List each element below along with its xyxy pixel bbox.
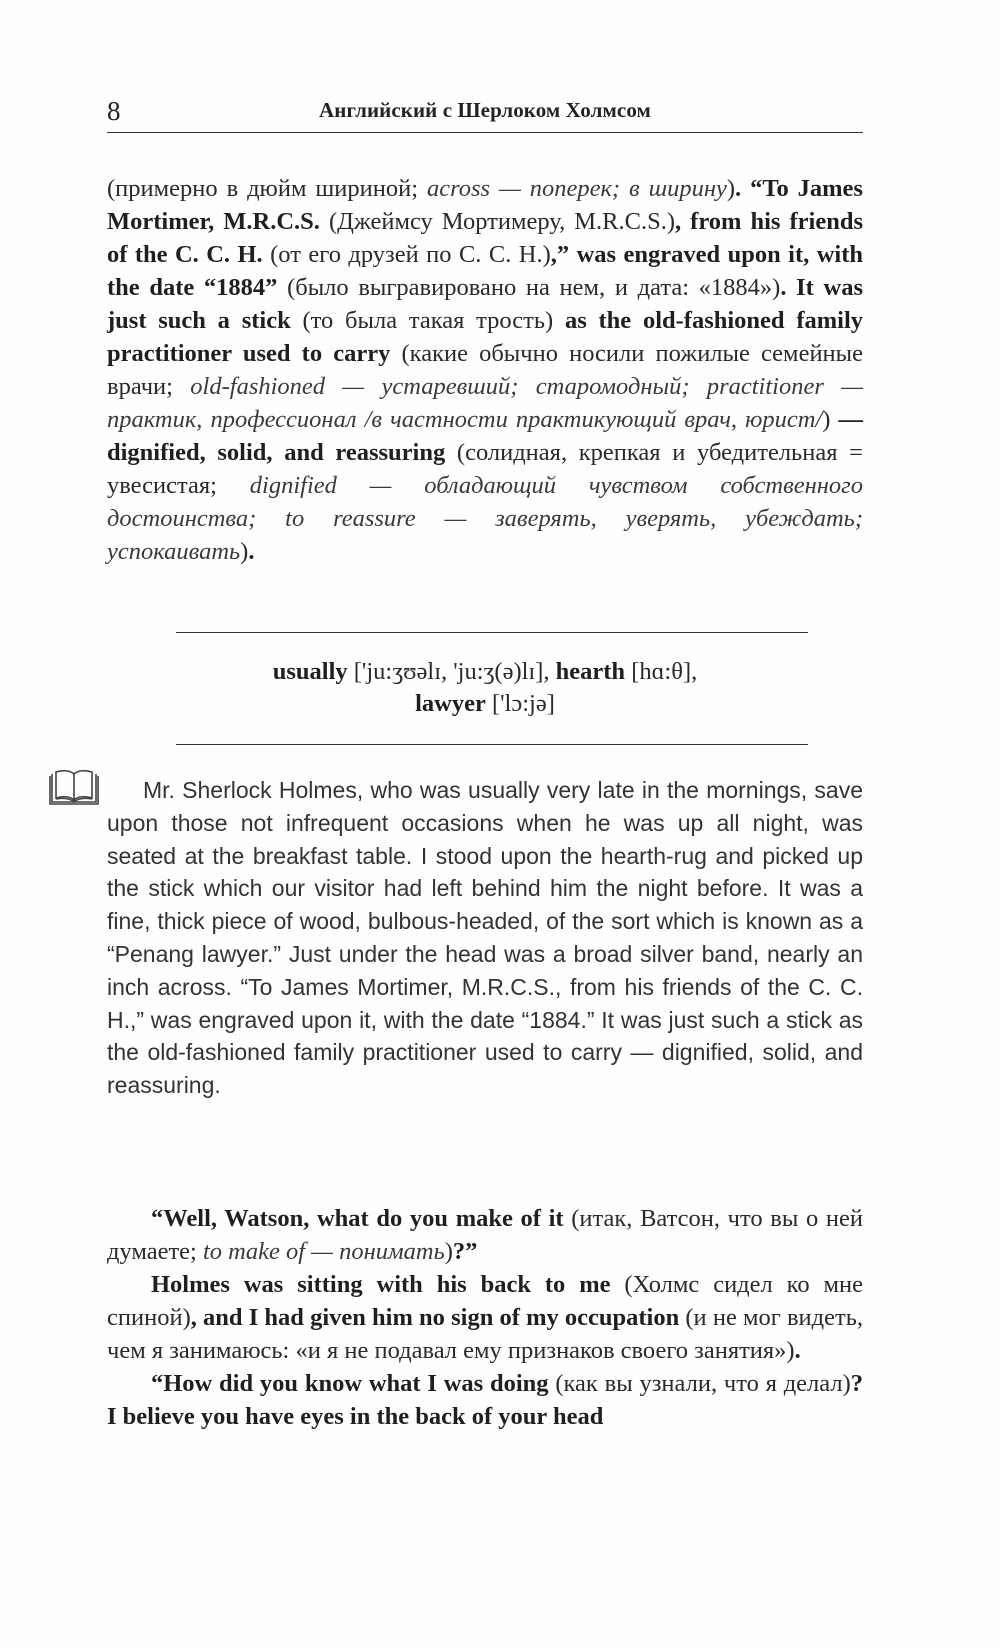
text-run-normal: (итак, Ватсон, что вы о ней думаете; xyxy=(107,1205,863,1265)
text-run-bold: . “To James Mortimer, M.R.C.S. xyxy=(107,175,863,235)
text-run-bold: hearth xyxy=(555,658,626,685)
text-run-normal: (от его друзей по С. С. Н.) xyxy=(262,241,551,268)
text-run-normal: (солидная, крепкая и убедительная = увесистая; xyxy=(107,439,863,499)
text-run-italic: across — поперек; в ширину xyxy=(426,175,727,202)
text-run-bold: ? I believe you have eyes in the back of your head xyxy=(107,1370,863,1430)
text-run-bold: ?” xyxy=(452,1238,478,1265)
text-run-bold: — dignified, solid, and reassuring xyxy=(107,406,863,466)
text-run-bold: usually xyxy=(272,658,348,685)
pronunciation-box xyxy=(107,656,863,720)
annotated-paragraph xyxy=(107,1268,863,1367)
text-run-bold: , and I had given him no sign of my occupation xyxy=(190,1304,680,1331)
original-english-text xyxy=(107,774,863,1102)
text-run-normal: ) xyxy=(444,1238,453,1265)
annotated-paragraph-1 xyxy=(107,172,863,568)
text-run-bold: “How did you know what I was doing xyxy=(151,1370,549,1397)
text-run-normal: (примерно в дюйм шириной; xyxy=(107,175,427,202)
annotated-paragraph xyxy=(107,1202,863,1268)
text-run-bold: . xyxy=(248,538,255,565)
annotated-paragraphs-2 xyxy=(107,1202,863,1433)
pronunciation-bottom-divider xyxy=(176,744,808,745)
text-run-normal: (как вы узнали, что я делал) xyxy=(548,1370,851,1397)
text-run-normal: (Джеймсу Мортимеру, M.R.C.S.) xyxy=(319,208,675,235)
text-run-normal: (и не мог видеть, чем я занимаюсь: «и я не подавал ему признаков своего занятия») xyxy=(107,1304,863,1364)
open-book-icon xyxy=(46,768,102,808)
original-paragraph: Mr. Sherlock Holmes, who was usually very late in the mornings, save upon those not infrequent occasions when he was up all night, was seated at the breakfast table. I stood upon the hearth-rug and picked up the stick which our visitor had left behind him the night before. It was a fine, thick piece of wood, bulbous-headed, of the sort which is known as a “Penang lawyer.” Just under the head was a broad silver band, nearly an inch across. “To James Mortimer, M.R.C.S., from his friends of the C. C. H.,” was engraved upon it, with the date “1884.” It was just such a stick as the old-fashioned family practitioner used to carry — dignified, solid, and reassuring. xyxy=(107,777,863,1099)
text-run-bold: “Well, Watson, what do you make of it xyxy=(151,1205,564,1232)
running-head xyxy=(107,96,863,132)
text-run-normal: (какие обычно носили пожилые семейные врачи; xyxy=(107,340,863,400)
text-run-italic: old-fashioned — устаревший; старомодный; practitioner — практик, профессионал /в частности практикующий врач, юрист/ xyxy=(107,373,864,433)
text-run-normal: [hɑ:θ], xyxy=(625,658,698,685)
text-run-normal: ['ju:ʒʊəlɪ, 'ju:ʒ(ə)lɪ], xyxy=(347,658,556,685)
text-run-italic: dignified — обладающий чувством собственного достоинства; to reassure — заверять, уверять, убеждать; успокаивать xyxy=(107,472,863,565)
text-run-normal: ['lɔ:jə] xyxy=(485,690,555,717)
running-title: Английский с Шерлоком Холмсом xyxy=(319,98,651,122)
header-divider xyxy=(107,132,863,133)
text-run-normal: (было выгравировано на нем, и дата: «1884») xyxy=(277,274,781,301)
text-run-bold: Holmes was sitting with his back to me xyxy=(151,1271,611,1298)
annotated-paragraph xyxy=(107,172,863,568)
text-run-normal: ) xyxy=(822,406,839,433)
text-run-bold: as the old-fashioned family practitioner used to carry xyxy=(107,307,863,367)
text-run-bold: lawyer xyxy=(415,690,486,717)
text-run-bold: . xyxy=(794,1337,801,1364)
text-run-bold: , from his friends of the C. C. H. xyxy=(107,208,863,268)
text-run-italic: to make of — понимать xyxy=(203,1238,445,1265)
pronunciation-line xyxy=(107,656,863,688)
text-run-normal: (Холмс сидел ко мне спиной) xyxy=(107,1271,863,1331)
text-run-normal: ) xyxy=(240,538,249,565)
annotated-paragraph xyxy=(107,1367,863,1433)
text-run-normal: (то была такая трость) xyxy=(290,307,565,334)
text-run-bold: ,” was engraved upon it, with the date “1884” xyxy=(107,241,863,301)
pronunciation-top-divider xyxy=(176,632,808,633)
page-number: 8 xyxy=(107,96,121,126)
pronunciation-line xyxy=(107,688,863,720)
text-run-bold: . It was just such a stick xyxy=(107,274,863,334)
text-run-normal: ) xyxy=(726,175,736,202)
